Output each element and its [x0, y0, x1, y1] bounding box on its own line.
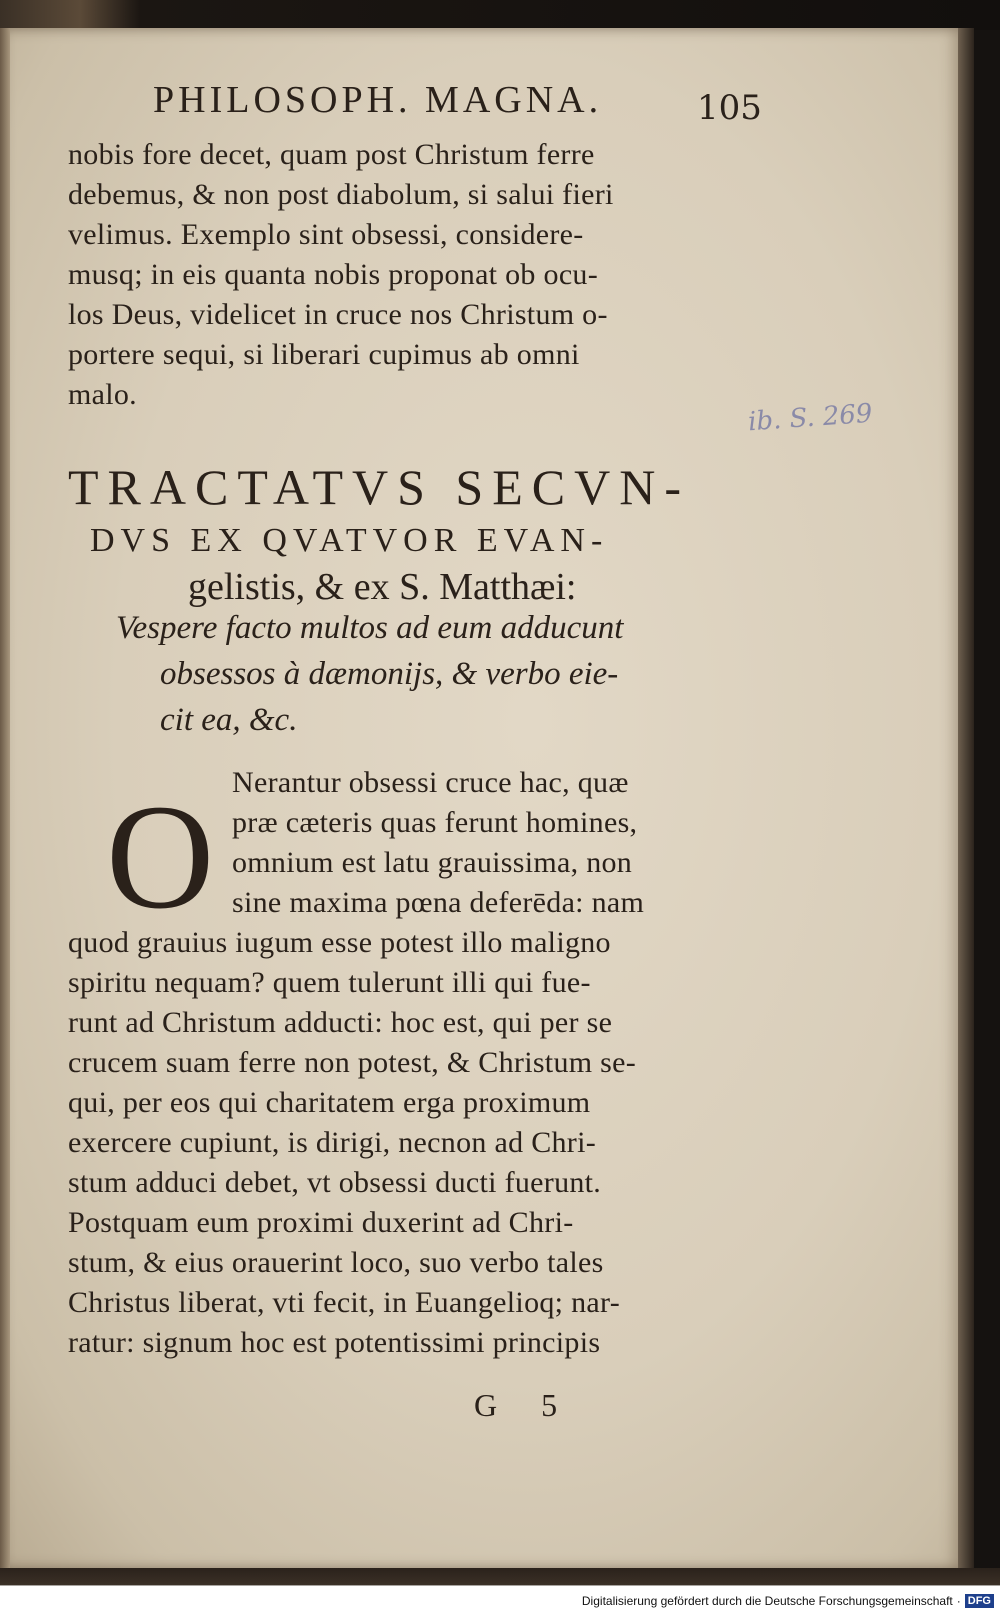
- body-line: sine maxima pœna deferēda: nam: [232, 886, 645, 919]
- credit-text: Digitalisierung gefördert durch die Deutsche Forschungsgemeinschaft: [581, 1594, 953, 1608]
- body-line: Nerantur obsessi cruce hac, quæ: [232, 766, 629, 799]
- body-line: ratur: signum hoc est potentissimi principis: [68, 1326, 601, 1359]
- top-paragraph-line: portere sequi, si liberari cupimus ab omni: [68, 338, 580, 371]
- top-paragraph-line: debemus, & non post diabolum, si salui fieri: [68, 178, 614, 211]
- separator: ·: [956, 1594, 961, 1608]
- top-paragraph-line: velimus. Exemplo sint obsessi, considere-: [68, 218, 584, 251]
- book-spine: [0, 28, 10, 1569]
- margin-note: ib. S. 269: [747, 398, 874, 438]
- body-line: Postquam eum proximi duxerint ad Chri-: [68, 1206, 574, 1239]
- treatise-heading-line3: gelistis, & ex S. Matthæi:: [188, 566, 577, 608]
- treatise-heading-line1: TRACTATVS SECVN-: [68, 459, 690, 515]
- page-number: 105: [697, 88, 762, 128]
- treatise-heading-line2: DVS EX QVATVOR EVAN-: [90, 522, 609, 559]
- top-paragraph-line: nobis fore decet, quam post Christum ferre: [68, 138, 595, 171]
- body-line: omnium est latu grauissima, non: [232, 846, 633, 879]
- body-line: spiritu nequam? quem tulerunt illi qui fue-: [68, 966, 591, 999]
- top-paragraph-line: musq; in eis quanta nobis proponat ob ocu-: [68, 258, 599, 291]
- signature-mark: G 5: [474, 1387, 576, 1423]
- top-paragraph-line: malo.: [68, 378, 137, 411]
- page-edge: [958, 28, 974, 1569]
- body-line: exercere cupiunt, is dirigi, necnon ad Chri-: [68, 1126, 597, 1159]
- digitization-credit: [582, 1594, 994, 1608]
- body-line: qui, per eos qui charitatem erga proximum: [68, 1086, 591, 1119]
- top-paragraph-line: los Deus, videlicet in cruce nos Christum o-: [68, 298, 608, 331]
- body-line: Christus liberat, vti fecit, in Euangelioq; nar-: [68, 1286, 620, 1319]
- body-line: runt ad Christum adducti: hoc est, qui per se: [68, 1006, 613, 1039]
- body-line: crucem suam ferre non potest, & Christum se-: [68, 1046, 637, 1079]
- body-line: præ cæteris quas ferunt homines,: [232, 806, 638, 839]
- drop-cap: O: [106, 774, 215, 940]
- quote-line: cit ea, &c.: [160, 702, 298, 738]
- body-line: stum adduci debet, vt obsessi ducti fuerunt.: [68, 1166, 602, 1199]
- quote-line: Vespere facto multos ad eum adducunt: [116, 610, 624, 646]
- body-line: quod grauius iugum esse potest illo maligno: [68, 926, 611, 959]
- quote-line: obsessos à dæmonijs, & verbo eie-: [160, 656, 619, 692]
- running-head: PHILOSOPH. MAGNA.: [153, 79, 603, 121]
- body-line: stum, & eius orauerint loco, suo verbo tales: [68, 1246, 604, 1279]
- dfg-logo: DFG: [965, 1594, 994, 1608]
- scan-top-border: [0, 0, 1000, 30]
